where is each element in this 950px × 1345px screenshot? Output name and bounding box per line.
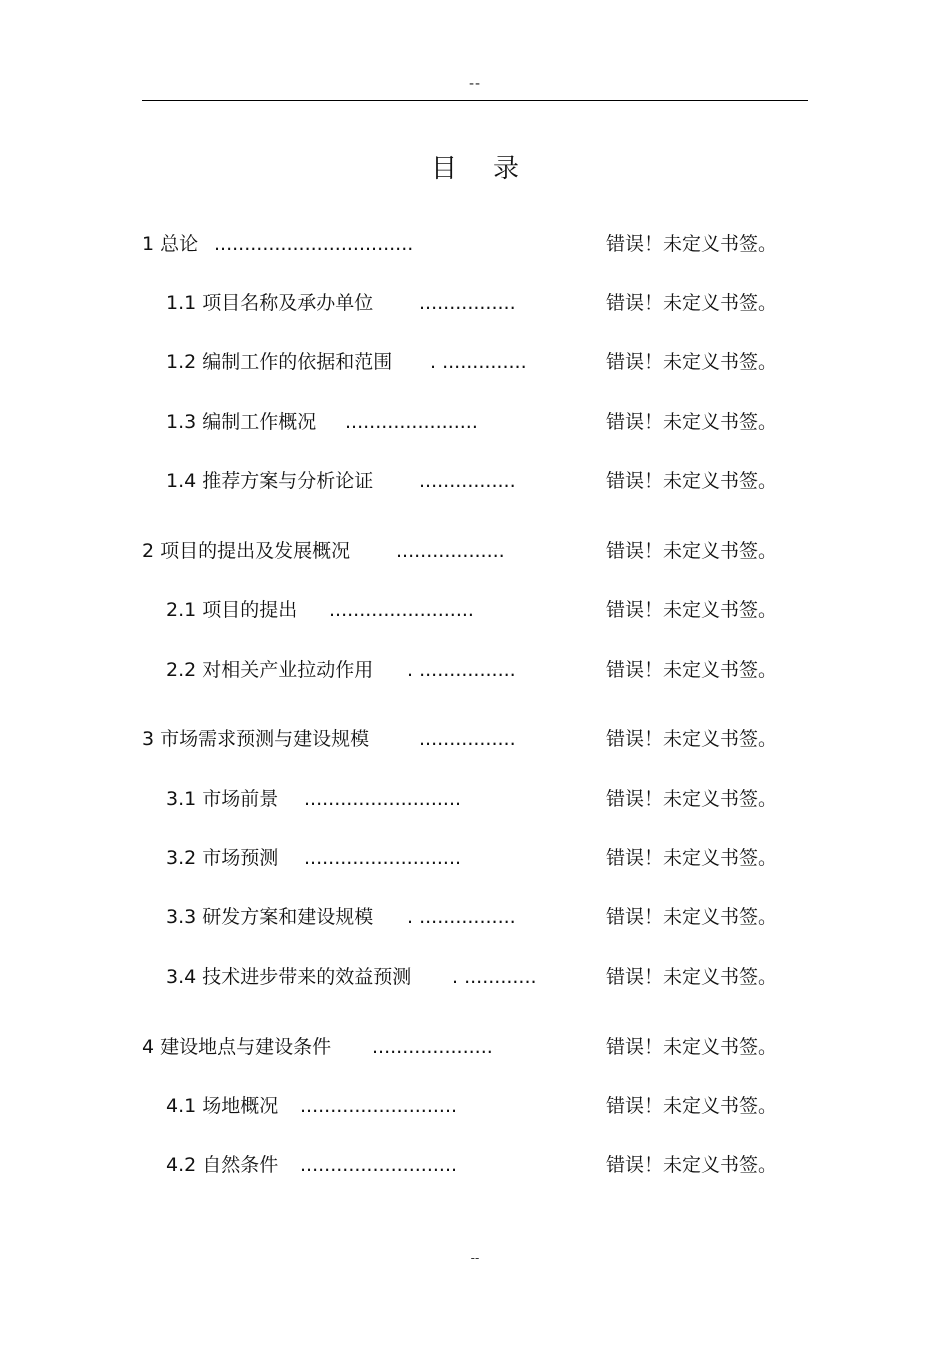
toc-entry-label: 4.1 场地概况: [166, 1095, 279, 1117]
toc-entry[interactable]: [0, 656, 950, 684]
toc-entry[interactable]: [0, 537, 950, 565]
page-footer-mark: --: [470, 1251, 480, 1265]
toc-entry-page-ref: 错误！未定义书签。: [606, 906, 778, 928]
toc-entry-label: 1.3 编制工作概况: [166, 411, 317, 433]
page-header: [142, 76, 808, 101]
toc-entry[interactable]: [0, 963, 950, 991]
toc-entry[interactable]: [0, 1092, 950, 1120]
toc-entry[interactable]: [0, 408, 950, 436]
toc-entry-page-ref: 错误！未定义书签。: [606, 847, 778, 869]
toc-entry-label: 3.4 技术进步带来的效益预测: [166, 966, 412, 988]
header-mark: --: [468, 76, 482, 92]
toc-entry-page-ref: 错误！未定义书签。: [606, 1036, 778, 1058]
toc-entry-label: 2 项目的提出及发展概况: [142, 540, 351, 562]
toc-entry-page-ref: 错误！未定义书签。: [606, 292, 778, 314]
toc-entry-page-ref: 错误！未定义书签。: [606, 233, 778, 255]
toc-entry-leader: ..................: [396, 540, 505, 562]
toc-entry[interactable]: [0, 1151, 950, 1179]
toc-entry-page-ref: 错误！未定义书签。: [606, 1095, 778, 1117]
toc-entry-label: 2.1 项目的提出: [166, 599, 298, 621]
toc-entry-label: 2.2 对相关产业拉动作用: [166, 659, 374, 681]
toc-entry-label: 3.2 市场预测: [166, 847, 279, 869]
toc-entry[interactable]: [0, 596, 950, 624]
toc-entry[interactable]: [0, 844, 950, 872]
toc-entry-page-ref: 错误！未定义书签。: [606, 728, 778, 750]
toc-entry-leader: ................: [419, 470, 516, 492]
toc-entry[interactable]: [0, 903, 950, 931]
toc-entry-leader: .................................: [214, 233, 414, 255]
toc-entry-leader: ................: [419, 292, 516, 314]
toc-entry-label: 4.2 自然条件: [166, 1154, 279, 1176]
toc-entry-leader: ......................: [345, 411, 478, 433]
toc-entry[interactable]: [0, 467, 950, 495]
toc-entry-leader: ..........................: [300, 1154, 458, 1176]
toc-entry-leader: ................: [419, 728, 516, 750]
toc-entry-leader: . ............: [452, 966, 537, 988]
toc-entry-leader: . ..............: [430, 351, 527, 373]
toc-entry-label: 1.1 项目名称及承办单位: [166, 292, 374, 314]
toc-entry-page-ref: 错误！未定义书签。: [606, 599, 778, 621]
toc-entry-page-ref: 错误！未定义书签。: [606, 470, 778, 492]
toc-entry-page-ref: 错误！未定义书签。: [606, 540, 778, 562]
toc-entry-leader: ..........................: [300, 1095, 458, 1117]
toc-entry-label: 4 建设地点与建设条件: [142, 1036, 332, 1058]
toc-entry-leader: ....................: [372, 1036, 493, 1058]
toc-entry[interactable]: [0, 348, 950, 376]
page-title: 目录: [430, 154, 555, 184]
toc-entry-label: 1 总论: [142, 233, 199, 255]
toc-entry-page-ref: 错误！未定义书签。: [606, 659, 778, 681]
toc-entry-leader: ..........................: [304, 847, 462, 869]
toc-entry-page-ref: 错误！未定义书签。: [606, 351, 778, 373]
toc-entry[interactable]: [0, 785, 950, 813]
toc-entry[interactable]: [0, 1033, 950, 1061]
toc-entry-leader: ..........................: [304, 788, 462, 810]
toc-entry-leader: ........................: [329, 599, 474, 621]
toc-entry-leader: . ................: [407, 659, 516, 681]
toc-entry-label: 3.1 市场前景: [166, 788, 279, 810]
toc-entry[interactable]: [0, 230, 950, 258]
toc-entry-page-ref: 错误！未定义书签。: [606, 788, 778, 810]
toc-entry-label: 3 市场需求预测与建设规模: [142, 728, 370, 750]
toc-entry[interactable]: [0, 725, 950, 753]
toc-entry-label: 1.2 编制工作的依据和范围: [166, 351, 393, 373]
toc-entry-page-ref: 错误！未定义书签。: [606, 411, 778, 433]
toc-entry-label: 1.4 推荐方案与分析论证: [166, 470, 374, 492]
toc-entry-label: 3.3 研发方案和建设规模: [166, 906, 374, 928]
toc-entry-page-ref: 错误！未定义书签。: [606, 1154, 778, 1176]
toc-entry[interactable]: [0, 289, 950, 317]
toc-entry-page-ref: 错误！未定义书签。: [606, 966, 778, 988]
toc-entry-leader: . ................: [407, 906, 516, 928]
